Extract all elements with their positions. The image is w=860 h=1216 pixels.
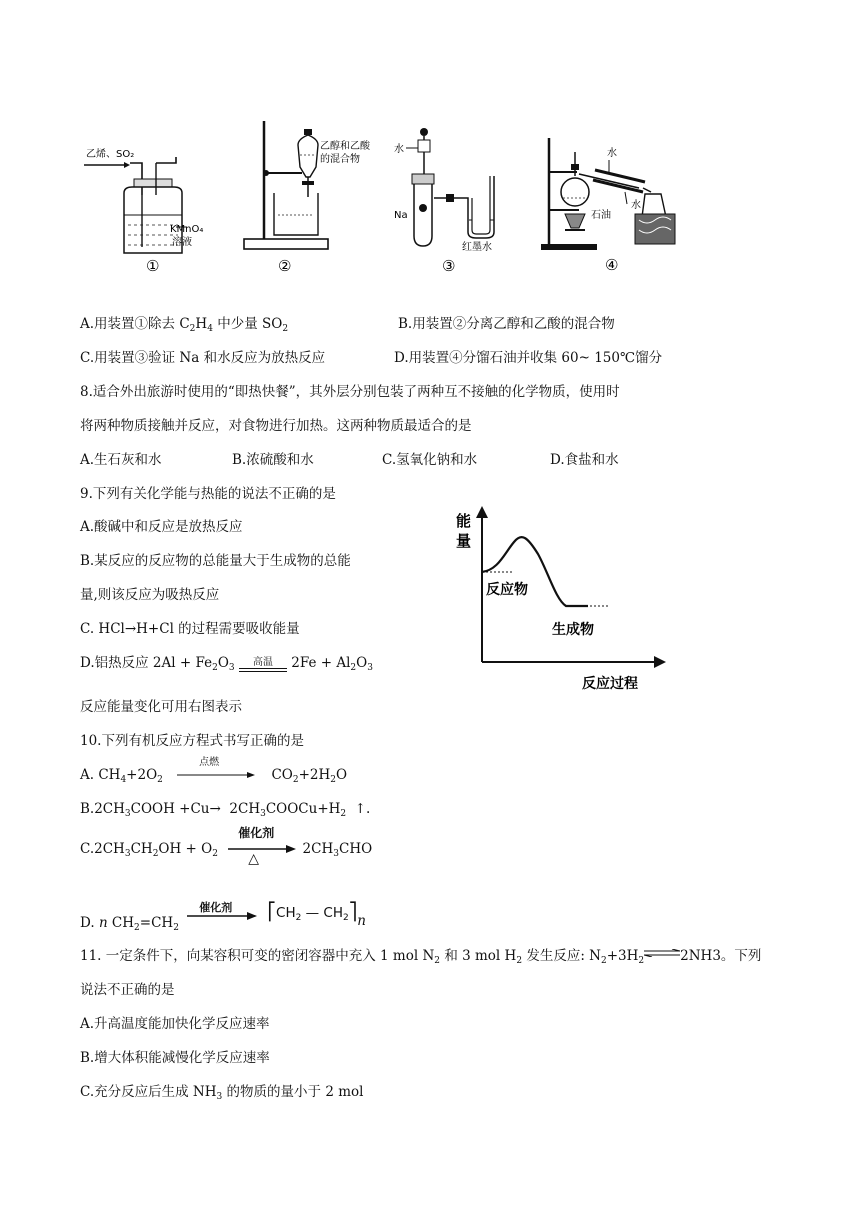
q7-option-b: B.用装置②分离乙醇和乙酸的混合物 — [398, 316, 615, 332]
q8-option-b: B.浓硫酸和水 — [232, 452, 314, 468]
energy-x-label: 反应过程 — [582, 676, 638, 692]
apparatus-4-number: ④ — [605, 256, 619, 274]
q10-option-b: $B.2CH_3COOH +Cu\to$ $2CH_3COOCu+H_2$ ↑. — [80, 801, 371, 819]
q8-option-c: C.氢氧化钠和水 — [382, 452, 478, 468]
q9-option-c: C. HCl→H+Cl 的过程需要吸收能量 — [80, 621, 300, 637]
apparatus-3-na-label: Na — [394, 210, 408, 221]
apparatus-4-water-top-label: 水 — [607, 148, 617, 159]
q11-option-a: A.升高温度能加快化学反应速率 — [80, 1016, 270, 1032]
q10-c-condition-top: 催化剂 — [238, 826, 275, 840]
q7-option-a: A.用装置①除去 $C_2H_4$ 中少量 $SO_2$ — [80, 316, 289, 334]
apparatus-4-water-side-label: 水 — [631, 200, 641, 211]
q10-c-condition-bottom: △ — [248, 851, 260, 867]
q9-option-d-line2: 反应能量变化可用右图表示 — [80, 699, 242, 715]
energy-y-label-1: 能 — [456, 512, 472, 530]
q7-option-d: D.用装置④分馏石油并收集 60~ 150℃馏分 — [394, 350, 663, 366]
apparatus-3-water-label: 水 — [394, 144, 404, 155]
apparatus-1-number: ① — [146, 257, 160, 275]
apparatus-1-washing-bottle — [80, 135, 220, 275]
q10-option-c: $C.2CH_3CH_2OH + O_2$ 催化剂 △ $2CH_3CHO$ — [80, 839, 372, 864]
q8-option-d: D.食盐和水 — [550, 452, 619, 468]
q11-stem-line1: 11. 一定条件下，向某容积可变的密闭容器中充入 1 mol $N_2$ 和 3 mol $H_2$ 发生反应: $N_2+3H_2$ 2NH3。下列 — [80, 948, 762, 966]
apparatus-1-reagent-label: KMnO₄ — [170, 224, 204, 235]
apparatus-4-distillation — [535, 130, 680, 275]
apparatus-2-separating-funnel — [240, 115, 380, 275]
apparatus-1-gas-label: 乙烯、SO₂ — [86, 149, 135, 160]
energy-y-label-2: 量 — [456, 532, 472, 550]
q10-d-condition: 催化剂 — [199, 901, 233, 914]
q9-option-d: D.铝热反应 $2Al + Fe_2O_3$ 高温 $2Fe + Al_2O_3$ — [80, 655, 373, 673]
apparatus-3-number: ③ — [442, 257, 456, 275]
apparatus-2-mixture2-label: 的混合物 — [320, 154, 360, 165]
energy-diagram — [448, 504, 678, 700]
q10-d-polymer: $CH_2$ — $CH_2$ — [276, 905, 349, 923]
energy-product-label: 生成物 — [552, 622, 594, 638]
q11-option-c: C.充分反应后生成 $NH_3$ 的物质的量小于 2 mol — [80, 1084, 364, 1102]
q11-stem-line1-end: 2NH3。下列 — [680, 948, 762, 964]
q8-stem-line2: 将两种物质接触并反应，对食物进行加热。这两种物质最适合的是 — [80, 418, 472, 434]
apparatus-1-reagent2-label: 溶液 — [172, 237, 192, 248]
q9-option-a: A.酸碱中和反应是放热反应 — [80, 519, 243, 535]
q10-a-condition: 点燃 — [199, 757, 220, 768]
apparatus-3-ink-label: 红墨水 — [462, 242, 492, 253]
q11-option-b: B.增大体积能减慢化学反应速率 — [80, 1050, 270, 1066]
q10-d-n: n — [357, 913, 366, 929]
q9-d-condition: 高温 — [252, 657, 273, 668]
apparatus-2-mixture-label: 乙醇和乙酸 — [320, 141, 370, 152]
apparatus-3-na-water — [390, 120, 520, 275]
q9-option-b-line1: B.某反应的反应物的总能量大于生成物的总能 — [80, 553, 351, 569]
q10-option-d: D. n $CH_2=CH_2$ 催化剂 $⎡CH_2$ — $CH_2⎤n$ — [80, 912, 366, 938]
q9-option-b-line2: 量,则该反应为吸热反应 — [80, 587, 220, 603]
apparatus-4-oil-label: 石油 — [591, 210, 611, 221]
q11-stem-line2: 说法不正确的是 — [80, 982, 175, 998]
energy-reactant-label: 反应物 — [486, 582, 528, 598]
q10-stem: 10.下列有机反应方程式书写正确的是 — [80, 733, 304, 749]
q8-stem-line1: 8.适合外出旅游时使用的“即热快餐”，其外层分别包装了两种互不接触的化学物质，使用时 — [80, 384, 620, 400]
q8-option-a: A.生石灰和水 — [80, 452, 162, 468]
q10-option-a: A. $CH_4+2O_2$ 点燃 $CO_2+2H_2O$ — [80, 765, 347, 790]
apparatus-2-number: ② — [278, 257, 292, 275]
q9-stem: 9.下列有关化学能与热能的说法不正确的是 — [80, 486, 336, 502]
q7-option-c: C.用装置③验证 Na 和水反应为放热反应 — [80, 350, 326, 366]
